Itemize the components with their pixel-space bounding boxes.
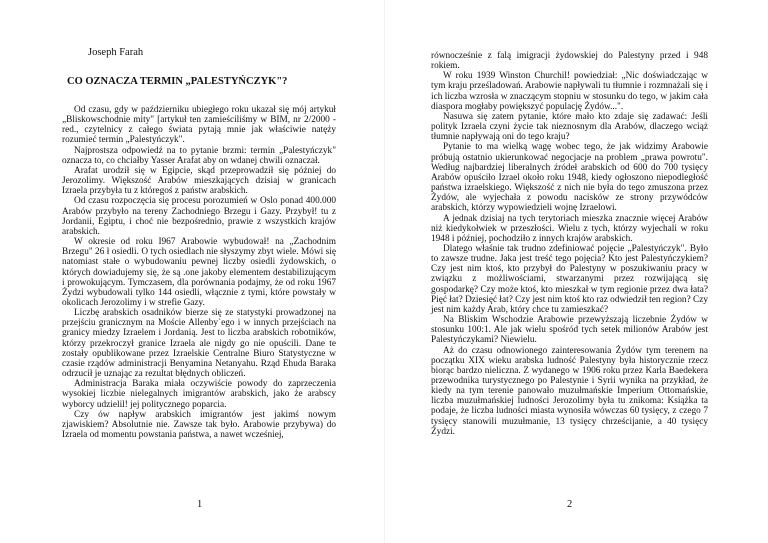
paragraph: Na Bliskim Wschodzie Arabowie przewyższają liczebnie Żydów w stosunku 100:1. Ale jak wielu spośród tych setek milionów Arabów jest Palestyńczykami? Niewielu. [431, 315, 708, 346]
paragraph: równocześnie z falą imigracji żydowskiej do Palestyny przed i 948 rokiem. [431, 51, 708, 72]
paragraph: Od czasu, gdy w październiku ubiegłego roku ukazał się mój artykuł „Bliskowschodnie mity" [artykuł ten zamieściliśmy w BIM, nr 2/2000 - red., czytelnicy z całego świata pytają mnie jak właściwie natęży rozumieć termin „Palestyńczyk". [62, 105, 336, 146]
paragraph: Aż do czasu odnowionego zainteresowania Żydów tym terenem na początku XIX wieku arabska ludność Palestyny była historycznie rzecz biorąc bardzo nieliczna. Z wydanego w 1906 roku przez Karla Baedekera przewodnika turystycznego po Palestynie i Syrii wynika na przykład, że kiedy na tym terenie panowało muzułmańskie Imperium Ottomańskie, liczba muzułmańskiej ludności Jerozolimy była tu znikoma: Książka ta podaje, że liczba ludności miasta wynosiła wówczas 60 tysięcy, z czego 7 tysięcy stanowili muzułmanie, 13 tysięcy chrześcijanie, a 40 tysięcy Żydzi. [431, 345, 708, 437]
paragraph: Od czasu rozpoczęcia się procesu porozumień w Oslo ponad 400.000 Arabów przybyło na tereny Zachodniego Brzegu i Gazy. Przybył! tu z Jordanii, Egiptu, i choć nie bezpośrednio, prawie z wszystkich krajów arabskich. [62, 196, 336, 237]
right-page-body [431, 51, 708, 437]
paragraph: Pytanie to ma wielką wagę wobec tego, że jak widzimy Arabowie próbują ostatnio ukierunkować negocjacje na problem „prawa powrotu". Według najbardziej liberalnych źródeł arabskich od 600 do 700 tysięcy Arabów opuściło Izrael około roku 1948, kiedy ogłoszono niepodległość państwa izraelskiego. Większość z nich nie była do tego zmuszona przez Żydów, ale wyjechała z powodu nacisków ze strony przywódców arabskich, którzy wypowiedzieli wojnę Izraelowi. [431, 142, 708, 214]
paragraph: Arafat urodził się w Egipcie, skąd przeprowadził się później do Jerozolimy. Większość Arabów mieszkających dzisiaj w granicach Izraela przybyła tu z któregoś z państw arabskich. [62, 165, 336, 197]
page-number: 2 [567, 499, 573, 510]
left-page-body [62, 105, 336, 440]
page-number: 1 [197, 499, 203, 510]
paragraph: Nasuwa się zatem pytanie, które mało kto zdaje się zadawać: Jeśli polityk Izraela czyni życie tak nieznosnym dla Arabów, dlaczego wciąż tłumnie napływają oni do tego kraju? [431, 111, 708, 143]
paragraph: Najprostsza odpowiedź na to pytanie brzmi: termin „Palestyńczyk" oznacza to, co chciałby Yasser Arafat aby on wdanej chwili oznaczał. [62, 145, 336, 166]
paragraph: A jednak dzisiaj na tych terytoriach mieszka znacznie więcej Arabów niż kiedykołwiek w przeszłości. Wielu z tych, którzy wyjechali w roku 1948 i później, pochodziło z innych krajów arabskich. [431, 213, 708, 244]
author-name: Joseph Farah [88, 47, 144, 58]
paragraph: Liczbę arabskich osadników bierze się ze statystyki prowadzonej na przejściu granicznym na Moście Allenby`ego i w innych przejściach na granicy miedzy Izraelem i Jordanią. Jest to liczba arabskich robotników, którzy przekroczył granice Izraela ale nigdy go nie opuścili. Dane te zostały opublikowane przez Izraelskie Centralne Biuro Statystyczne w czasie rządów administracji Benyamina Netanyahu. Rząd Ehuda Baraka odrzucił je uznając za rezultat błędnych obliczeń. [62, 308, 336, 380]
right-page [384, 0, 768, 543]
paragraph: W roku 1939 Winston Churchil! powiedział: „Nic doświadczając w tym kraju prześladowań. Arabowie napływali tu tłumnie i rozmnażali się i ich liczba wzrosła w znaczącym stopniu w stosunku do tego, w jakim cała diaspora mogłaby powiększyć populację Żydów...". [431, 71, 708, 112]
paragraph: W okresie od roku I967 Arabowie wybudował! na „Zachodnim Brzegu" 26 ł osiedli. O tych osiedlach nie słyszymy zbyt wiele. Mówi się natomiast stałe o wybudowaniu pewnej liczby osiedli żydowskich, o których dowiadujemy się, że są .one jakoby elementem destabilizującym i prowokującym. Tymczasem, dla porównania podajmy, że od roku 1967 Żydzi wybudowali tylko 144 osiedli, włącznie z tymi, które powstały w okolicach Jerozolimy i w strefie Gazy. [62, 237, 336, 308]
paragraph: Czy ów napływ arabskich imigrantów jest jakimś nowym zjawiskiem? Absolutnie nie. Zawsze tak było. Arabowie przybywa) do Izraela od momentu powstania państwa, a nawet wcześniej, [62, 409, 336, 440]
paragraph: Administracja Baraka miała oczywiście powody do zaprzeczenia wysokiej liczbie nielegalnych imigrantów arabskich, jako że arabscy wyborcy udzielil! jej politycznego poparcia. [62, 379, 336, 410]
paragraph: Dlatego właśnie tak trudno zdefiniować pojęcie „Palestyńczyk". Było to zawsze trudne. Jaka jest treść tego pojęcia? Kto jest Palestyńczykiem? Czy jest nim ktoś, kto przybył do Palestyny w poszukiwaniu pracy w związku z możliwościami, stwarzanymi przez rozwijającą się gospodarkę? Czy może ktoś, kto mieszkał w tym regionie przez dwa łata? Pięć łat? Dziesięć łat? Czy jest nim ktoś kto raz odwiedził ten region? Czy jest nim każdy Arab, który chce tu zamieszkać? [431, 243, 709, 315]
article-title: CO OZNACZA TERMIN „PALESTYŃCZYK"? [67, 76, 288, 87]
